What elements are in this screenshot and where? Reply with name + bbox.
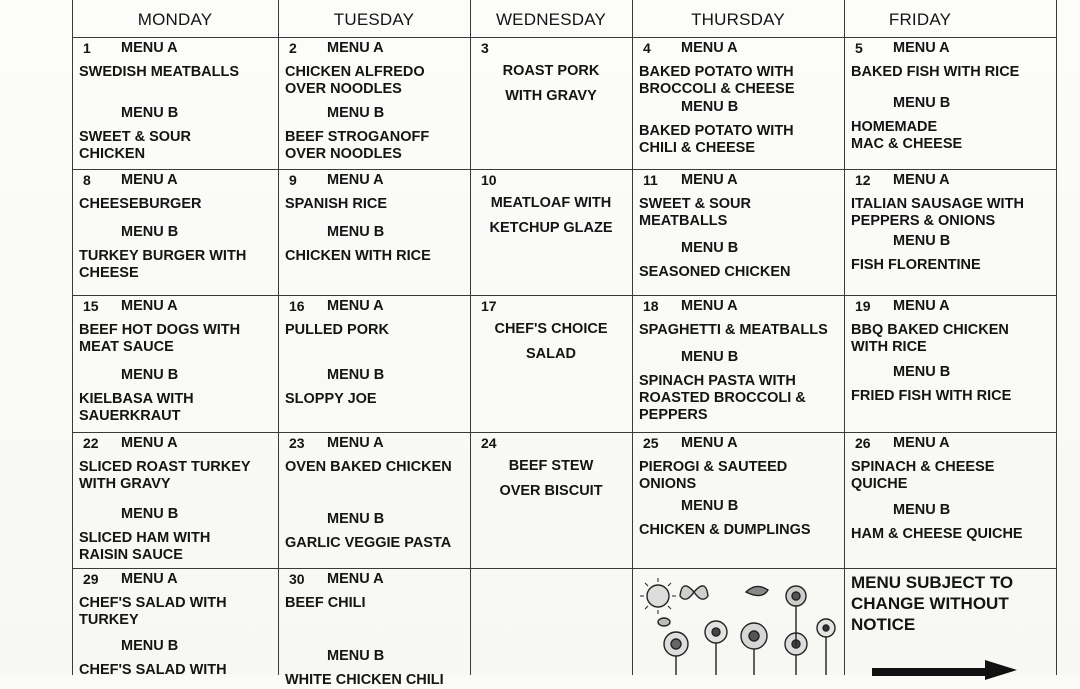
day-number: 1 bbox=[83, 40, 91, 56]
menu-a-dish-line: ONIONS bbox=[639, 476, 697, 492]
menu-a-dish-line: PEPPERS & ONIONS bbox=[851, 213, 996, 229]
menu-b-label: MENU B bbox=[121, 638, 179, 654]
special-dish-line: WITH GRAVY bbox=[505, 88, 597, 104]
menu-a-dish-line: SWEET & SOUR bbox=[639, 196, 751, 212]
day-number: 18 bbox=[643, 298, 659, 314]
day-number: 4 bbox=[643, 40, 651, 56]
menu-b-dish-line: TURKEY BURGER WITH bbox=[79, 248, 247, 264]
menu-b-dish-line: SAUERKRAUT bbox=[79, 408, 181, 424]
menu-a-dish-line: CHEESEBURGER bbox=[79, 196, 202, 212]
day-number: 22 bbox=[83, 435, 99, 451]
menu-a-dish-line: BBQ BAKED CHICKEN bbox=[851, 322, 1009, 338]
menu-b-dish-line: GARLIC VEGGIE PASTA bbox=[285, 535, 452, 551]
menu-b-dish-line: HAM & CHEESE QUICHE bbox=[851, 526, 1023, 542]
day-number: 29 bbox=[83, 571, 99, 587]
day-number: 3 bbox=[481, 40, 489, 56]
menu-b-dish-line: CHILI & CHEESE bbox=[639, 140, 756, 156]
menu-a-dish-line: OVEN BAKED CHICKEN bbox=[285, 459, 452, 475]
special-dish-line: KETCHUP GLAZE bbox=[489, 220, 613, 236]
day-number: 12 bbox=[855, 172, 871, 188]
day-number: 10 bbox=[481, 172, 497, 188]
menu-b-dish-line: BAKED POTATO WITH bbox=[639, 123, 794, 139]
menu-b-dish-line: RAISIN SAUCE bbox=[79, 547, 183, 563]
menu-a-dish-line: SPAGHETTI & MEATBALLS bbox=[639, 322, 828, 338]
menu-a-dish-line: CHICKEN ALFREDO bbox=[285, 64, 425, 80]
menu-a-label: MENU A bbox=[327, 571, 384, 587]
menu-a-label: MENU A bbox=[681, 172, 738, 188]
day-header-tuesday: TUESDAY bbox=[333, 10, 415, 29]
menu-b-dish-line: SLOPPY JOE bbox=[285, 391, 377, 407]
menu-a-label: MENU A bbox=[681, 298, 738, 314]
menu-a-label: MENU A bbox=[893, 435, 950, 451]
grid-vline bbox=[844, 0, 845, 675]
menu-b-dish-line: OVER NOODLES bbox=[285, 146, 402, 162]
menu-a-dish-line: MEAT SAUCE bbox=[79, 339, 174, 355]
menu-a-label: MENU A bbox=[327, 435, 384, 451]
menu-a-label: MENU A bbox=[681, 40, 738, 56]
day-number: 16 bbox=[289, 298, 305, 314]
menu-b-dish-line: KIELBASA WITH bbox=[79, 391, 194, 407]
grid-hline bbox=[72, 568, 1056, 569]
day-number: 2 bbox=[289, 40, 297, 56]
menu-a-label: MENU A bbox=[121, 435, 178, 451]
menu-b-dish-line: MAC & CHEESE bbox=[851, 136, 963, 152]
menu-b-dish-line: HOMEMADE bbox=[851, 119, 938, 135]
grid-vline bbox=[72, 0, 73, 675]
menu-a-dish-line: BEEF CHILI bbox=[285, 595, 366, 611]
menu-a-label: MENU A bbox=[681, 435, 738, 451]
menu-a-label: MENU A bbox=[327, 40, 384, 56]
right-arrow-head-icon bbox=[985, 660, 1017, 680]
menu-b-label: MENU B bbox=[327, 648, 385, 664]
menu-b-label: MENU B bbox=[681, 240, 739, 256]
special-dish-line: SALAD bbox=[526, 346, 576, 362]
menu-b-dish-line: ROASTED BROCCOLI & bbox=[639, 390, 806, 406]
day-header-monday: MONDAY bbox=[137, 10, 213, 29]
menu-b-dish-line: FISH FLORENTINE bbox=[851, 257, 981, 273]
grid-hline bbox=[72, 295, 1056, 296]
day-number: 15 bbox=[83, 298, 99, 314]
menu-b-label: MENU B bbox=[327, 105, 385, 121]
flowers-sun-butterfly-clipart-icon bbox=[636, 574, 840, 675]
menu-b-label: MENU B bbox=[893, 233, 951, 249]
special-dish-line: CHEF'S CHOICE bbox=[494, 321, 608, 337]
menu-b-label: MENU B bbox=[121, 367, 179, 383]
day-number: 30 bbox=[289, 571, 305, 587]
menu-a-label: MENU A bbox=[327, 298, 384, 314]
menu-b-dish-line: CHICKEN WITH RICE bbox=[285, 248, 431, 264]
grid-vline bbox=[278, 0, 279, 675]
menu-a-label: MENU A bbox=[893, 172, 950, 188]
menu-a-dish-line: CHEF'S SALAD WITH bbox=[79, 595, 227, 611]
menu-b-dish-line: CHICKEN & DUMPLINGS bbox=[639, 522, 811, 538]
grid-hline bbox=[72, 432, 1056, 433]
day-number: 8 bbox=[83, 172, 91, 188]
day-number: 17 bbox=[481, 298, 497, 314]
menu-b-dish-line: SWEET & SOUR bbox=[79, 129, 191, 145]
menu-b-dish-line: FRIED FISH WITH RICE bbox=[851, 388, 1012, 404]
menu-b-label: MENU B bbox=[121, 224, 179, 240]
menu-a-dish-line: TURKEY bbox=[79, 612, 139, 628]
special-dish-line: MEATLOAF WITH bbox=[490, 195, 612, 211]
menu-a-label: MENU A bbox=[121, 172, 178, 188]
menu-b-label: MENU B bbox=[121, 105, 179, 121]
day-number: 23 bbox=[289, 435, 305, 451]
special-dish-line: ROAST PORK bbox=[502, 63, 600, 79]
day-number: 26 bbox=[855, 435, 871, 451]
menu-b-dish-line: WHITE CHICKEN CHILI bbox=[285, 672, 444, 688]
menu-a-dish-line: SWEDISH MEATBALLS bbox=[79, 64, 240, 80]
day-number: 25 bbox=[643, 435, 659, 451]
menu-a-dish-line: OVER NOODLES bbox=[285, 81, 402, 97]
menu-a-label: MENU A bbox=[121, 40, 178, 56]
menu-b-label: MENU B bbox=[121, 506, 179, 522]
menu-b-label: MENU B bbox=[681, 99, 739, 115]
menu-b-dish-line: SPINACH PASTA WITH bbox=[639, 373, 796, 389]
special-dish-line: OVER BISCUIT bbox=[499, 483, 603, 499]
menu-a-dish-line: BROCCOLI & CHEESE bbox=[639, 81, 795, 97]
day-number: 5 bbox=[855, 40, 863, 56]
menu-b-label: MENU B bbox=[893, 502, 951, 518]
grid-vline bbox=[632, 0, 633, 675]
menu-a-label: MENU A bbox=[893, 298, 950, 314]
menu-a-dish-line: BAKED POTATO WITH bbox=[639, 64, 794, 80]
menu-b-dish-line: PEPPERS bbox=[639, 407, 708, 423]
menu-b-label: MENU B bbox=[327, 367, 385, 383]
menu-a-dish-line: BAKED FISH WITH RICE bbox=[851, 64, 1020, 80]
menu-b-dish-line: SLICED HAM WITH bbox=[79, 530, 211, 546]
special-dish-line: BEEF STEW bbox=[508, 458, 594, 474]
menu-b-dish-line: CHEF'S SALAD WITH bbox=[79, 662, 227, 678]
day-number: 11 bbox=[643, 172, 658, 188]
day-header-friday: FRIDAY bbox=[888, 10, 952, 29]
menu-a-dish-line: SPANISH RICE bbox=[285, 196, 388, 212]
day-header-thursday: THURSDAY bbox=[691, 10, 785, 29]
menu-b-dish-line: SEASONED CHICKEN bbox=[639, 264, 791, 280]
menu-a-dish-line: ITALIAN SAUSAGE WITH bbox=[851, 196, 1024, 212]
menu-b-dish-line: CHICKEN bbox=[79, 146, 146, 162]
menu-a-label: MENU A bbox=[893, 40, 950, 56]
day-number: 9 bbox=[289, 172, 297, 188]
menu-a-dish-line: SLICED ROAST TURKEY bbox=[79, 459, 251, 475]
menu-a-dish-line: PIEROGI & SAUTEED bbox=[639, 459, 788, 475]
menu-a-label: MENU A bbox=[121, 571, 178, 587]
menu-b-label: MENU B bbox=[893, 95, 951, 111]
menu-a-dish-line: SPINACH & CHEESE bbox=[851, 459, 995, 475]
notice-text: MENU SUBJECT TO CHANGE WITHOUT NOTICE bbox=[851, 573, 1014, 634]
menu-b-label: MENU B bbox=[327, 224, 385, 240]
menu-b-label: MENU B bbox=[681, 498, 739, 514]
menu-a-dish-line: BEEF HOT DOGS WITH bbox=[79, 322, 241, 338]
grid-hline bbox=[72, 37, 1056, 38]
menu-a-dish-line: MEATBALLS bbox=[639, 213, 728, 229]
menu-a-label: MENU A bbox=[327, 172, 384, 188]
menu-b-dish-line: CHEESE bbox=[79, 265, 139, 281]
menu-a-dish-line: WITH RICE bbox=[851, 339, 927, 355]
day-number: 19 bbox=[855, 298, 871, 314]
menu-a-dish-line: WITH GRAVY bbox=[79, 476, 171, 492]
grid-hline bbox=[72, 169, 1056, 170]
menu-b-label: MENU B bbox=[327, 511, 385, 527]
menu-a-label: MENU A bbox=[121, 298, 178, 314]
menu-a-dish-line: QUICHE bbox=[851, 476, 908, 492]
menu-b-label: MENU B bbox=[681, 349, 739, 365]
day-header-wednesday: WEDNESDAY bbox=[495, 10, 607, 29]
menu-b-dish-line: BEEF STROGANOFF bbox=[285, 129, 430, 145]
day-number: 24 bbox=[481, 435, 497, 451]
menu-b-label: MENU B bbox=[893, 364, 951, 380]
menu-a-dish-line: PULLED PORK bbox=[285, 322, 389, 338]
